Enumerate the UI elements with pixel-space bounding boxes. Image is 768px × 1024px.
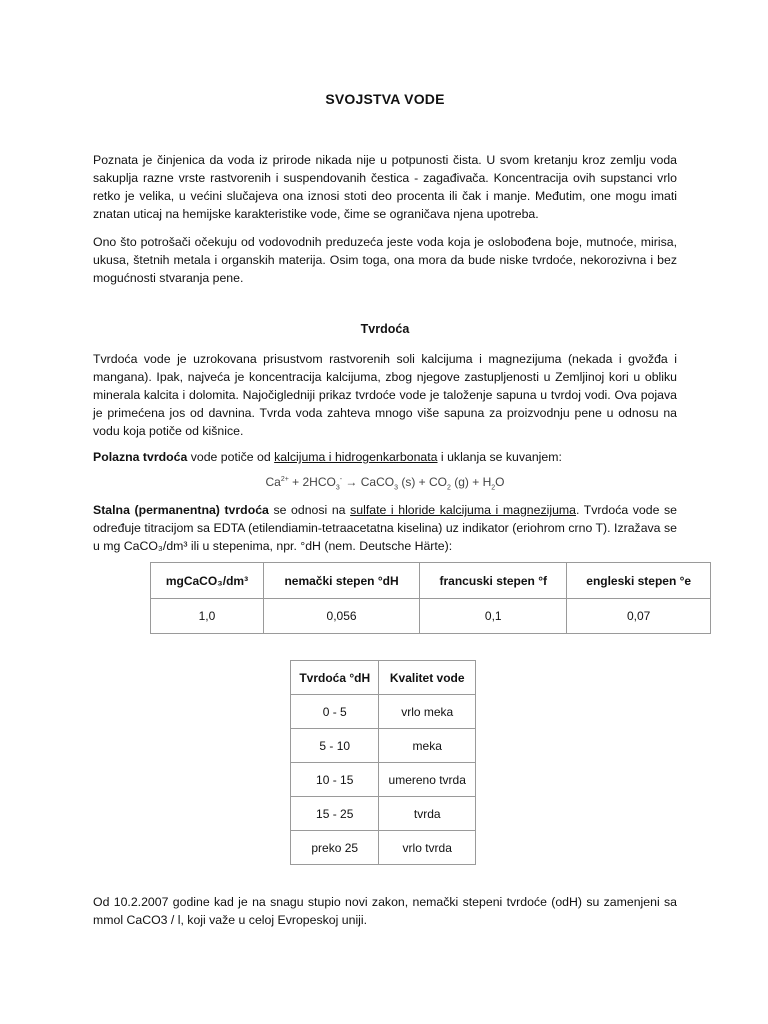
table-row — [291, 763, 476, 797]
quality-cell: vrlo tvrda — [379, 831, 476, 865]
hardness-range-cell: 0 - 5 — [291, 695, 379, 729]
table-row — [291, 695, 476, 729]
document-title: SVOJSTVA VODE — [325, 91, 445, 107]
units-table-header: engleski stepen °e — [567, 563, 711, 599]
permanent-hardness-paragraph: Stalna (permanentna) tvrdoća se odnosi na sulfate i hloride kalcijuma i magnezijuma. Tvrdoća vode se određuje titracijom sa EDTA (etilendiamin-tetraacetatna kiselina) uz indikator (eriohrom crno T). Izražava se u mg CaCO₃/dm³ ili u stepenima, npr. °dH (nem. Deutsche Härte): — [93, 503, 677, 553]
units-table-header: mgCaCO₃/dm³ — [151, 563, 264, 599]
hardness-range-cell: 10 - 15 — [291, 763, 379, 797]
units-table-cell: 0,07 — [567, 599, 711, 634]
units-table-header-row — [151, 563, 711, 599]
hardness-range-cell: preko 25 — [291, 831, 379, 865]
quality-table-header-row — [291, 661, 476, 695]
chemical-equation: $Ca^{2+} + 2HCO_3^-$ → CaCO$_3$ $(s) + CO_2$ $(g) + H_2O$ — [265, 475, 505, 492]
table-row — [291, 729, 476, 763]
initial-hardness-paragraph — [93, 448, 677, 466]
section-heading-hardness: Tvrdoća — [360, 322, 410, 336]
hardness-range-cell: 15 - 25 — [291, 797, 379, 831]
quality-cell: tvrda — [379, 797, 476, 831]
intro-paragraph-1: Poznata je činjenica da voda iz prirode nikada nije u potpunosti čista. U svom kretanju kroz zemlju voda sakuplja razne vrste rastvorenih i suspendovanih čestica - zagađivača. Koncentracija ovih supstanci vrlo retko je velika, u većini slučajeva ona iznosi stoti deo procenta ili čak i manje. Međutim, one mogu imati znatan uticaj na hemijske karakteristike vode, čime se ograničava njena upotreba. — [93, 153, 677, 221]
initial-hardness-tail: i uklanja se kuvanjem: — [437, 450, 562, 464]
table-row — [291, 797, 476, 831]
initial-hardness-term: Polazna tvrdoća — [93, 450, 188, 464]
initial-hardness-underlined: kalcijuma i hidrogenkarbonata — [274, 450, 438, 464]
units-table-row — [151, 599, 711, 634]
units-table-header: nemački stepen °dH — [263, 563, 419, 599]
table-row — [291, 831, 476, 865]
hardness-paragraph-1: Tvrdoća vode je uzrokovana prisustvom rastvorenih soli kalcijuma i magnezijuma (nekada i gvožđa i mangana). Ipak, najveća je koncentracija kalcijuma, zbog njegove zastupljenosti u Zemljinoj kori u obliku minerala kalcita i dolomita. Najočigledniji prikaz tvrdoće vode je taloženje sapuna u tvrdoj vodi. Ova pojava je primećena jos od davnina. Tvrda voda zahteva mnogo više sapuna za proizvodnju pene u odnosu na vodu koja potiče od kišnice. — [93, 352, 677, 438]
quality-cell: meka — [379, 729, 476, 763]
quality-cell: umereno tvrda — [379, 763, 476, 797]
units-table-cell: 0,056 — [263, 599, 419, 634]
quality-cell: vrlo meka — [379, 695, 476, 729]
units-table-header: francuski stepen °f — [420, 563, 567, 599]
initial-hardness-text: vode potiče od — [187, 450, 275, 464]
permanent-hardness-term: Stalna (permanentna) tvrdoća — [93, 503, 269, 517]
closing-paragraph: Od 10.2.2007 godine kad je na snagu stupio novi zakon, nemački stepeni tvrdoće (odH) su zamenjeni sa mmol CaCO3 / l, koji važe u celoj Evropeskoj uniji. — [93, 895, 677, 927]
units-table — [150, 562, 711, 634]
quality-table-header: Tvrdoća °dH — [291, 661, 379, 695]
permanent-hardness-underlined: sulfate i hloride kalcijuma i magnezijuma — [350, 503, 576, 517]
water-quality-table — [290, 660, 476, 865]
quality-table-header: Kvalitet vode — [379, 661, 476, 695]
hardness-range-cell: 5 - 10 — [291, 729, 379, 763]
intro-paragraph-2: Ono što potrošači očekuju od vodovodnih preduzeća jeste voda koja je oslobođena boje, mutnoće, mirisa, ukusa, štetnih metala i organskih materija. Osim toga, ona mora da bude niske tvrdoće, nekorozivna i bez mogućnosti stvaranja pene. — [93, 235, 677, 285]
units-table-cell: 1,0 — [151, 599, 264, 634]
units-table-cell: 0,1 — [420, 599, 567, 634]
